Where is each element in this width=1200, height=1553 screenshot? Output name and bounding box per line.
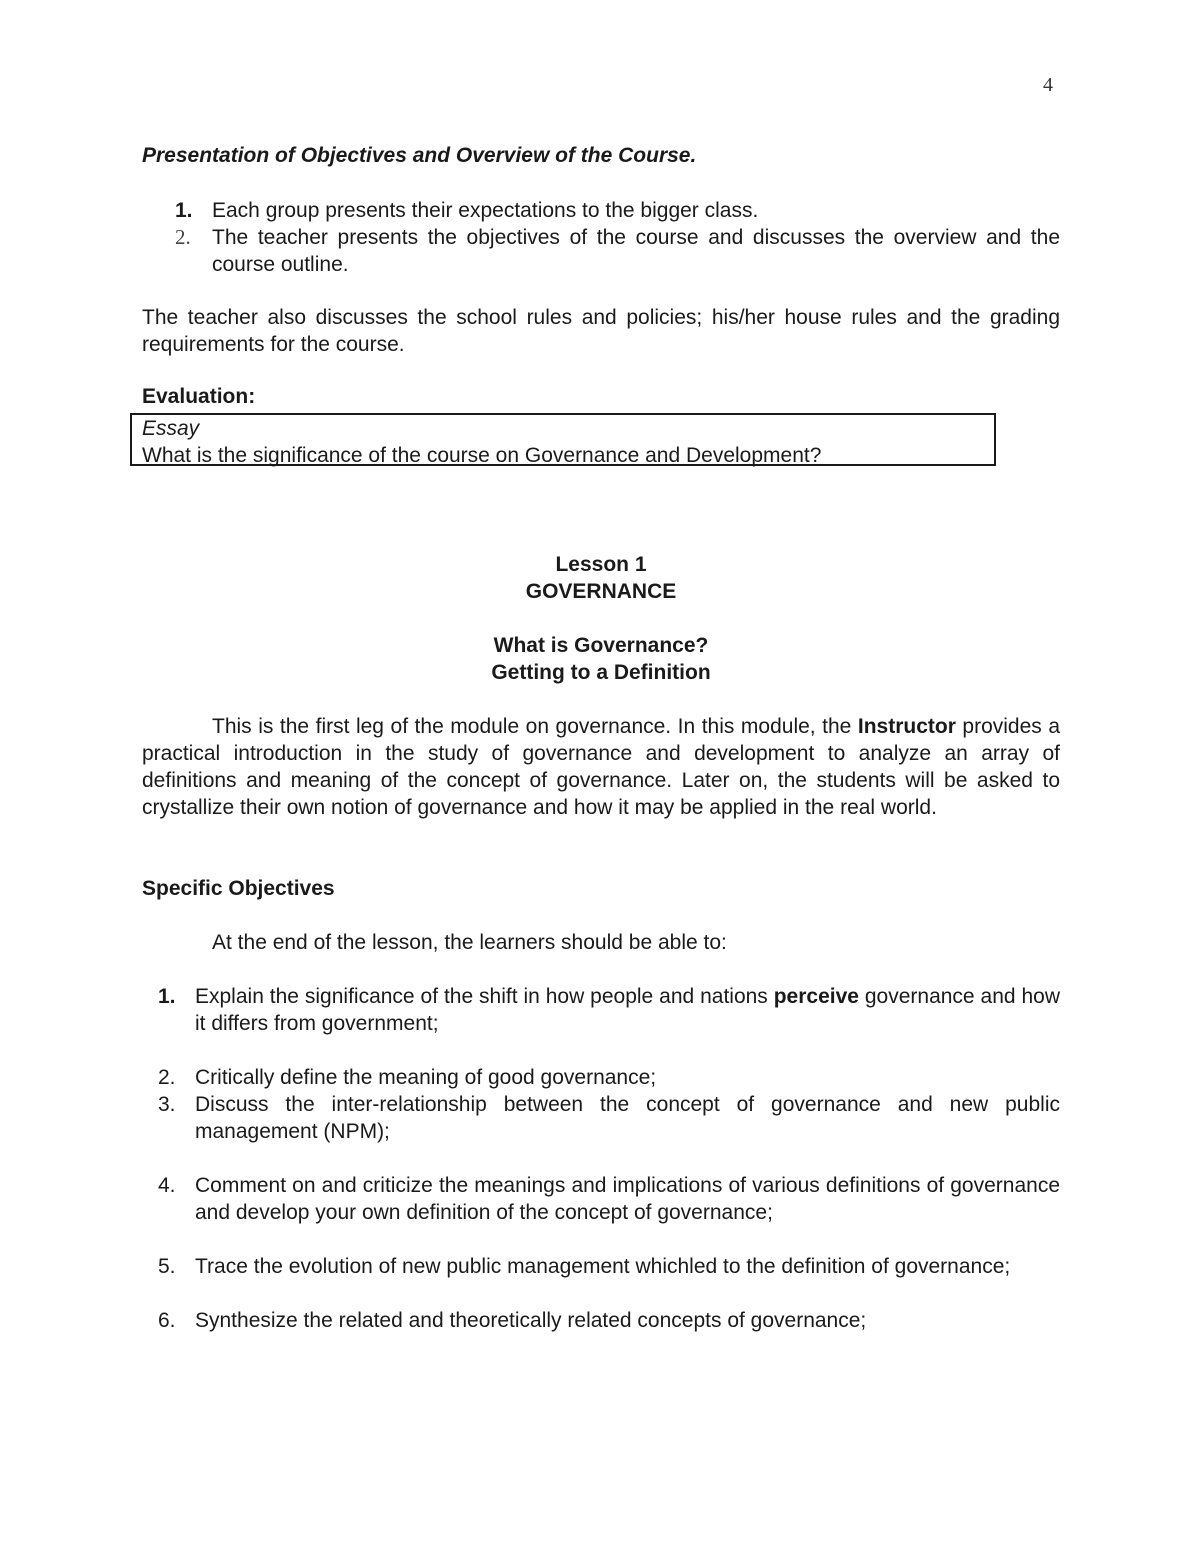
list-number: 4. <box>158 1174 176 1197</box>
list-item <box>158 1253 1060 1280</box>
list-bold-word: perceive <box>773 985 859 1008</box>
specific-objectives-heading: Specific Objectives <box>142 877 335 900</box>
intro-text-end: provides a practical introduction in the study of governance and development to analyze an array of definitions and meaning of the concept of governance. Later on, the students will be asked to crystallize their own notion of governance and how it may be applied in the real world. <box>142 715 1060 819</box>
essay-box <box>130 413 996 466</box>
list-item <box>158 1091 1060 1145</box>
essay-question: What is the significance of the course on Governance and Development? <box>142 444 822 467</box>
intro-bold-word: Instructor <box>857 715 956 738</box>
lesson-question: What is Governance? <box>493 634 709 657</box>
presentation-heading: Presentation of Objectives and Overview of the Course. <box>142 144 697 167</box>
rules-paragraph: The teacher also discusses the school rules and policies; his/her house rules and the grading requirements for the course. <box>142 306 1060 356</box>
intro-text-start: This is the first leg of the module on governance. In this module, the <box>212 715 858 738</box>
lesson-subtitle: Getting to a Definition <box>491 661 711 684</box>
list-number: 3. <box>158 1093 176 1116</box>
lesson-number: Lesson 1 <box>555 553 647 576</box>
specific-objectives-lead: At the end of the lesson, the learners should be able to: <box>212 931 727 954</box>
list-number: 6. <box>158 1309 176 1332</box>
list-number: 5. <box>158 1255 176 1278</box>
list-text: The teacher presents the objectives of the course and discusses the overview and the course outline. <box>212 226 1060 276</box>
list-text: governance and how it differs from government; <box>195 985 1060 1035</box>
list-item <box>158 1064 1060 1091</box>
list-item <box>175 197 1060 224</box>
list-item <box>158 983 1060 1037</box>
presentation-section <box>142 142 1060 410</box>
list-item <box>175 224 1060 278</box>
list-item <box>158 1307 1060 1334</box>
list-item <box>158 1172 1060 1226</box>
list-text: Explain the significance of the shift in how people and nations <box>195 985 774 1008</box>
list-text: Discuss the inter-relationship between the concept of governance and new public management (NPM); <box>195 1093 1060 1143</box>
evaluation-heading: Evaluation: <box>142 385 256 408</box>
list-number: 1. <box>175 199 193 222</box>
list-text: Each group presents their expectations to the bigger class. <box>212 199 759 222</box>
lesson-title: GOVERNANCE <box>525 580 677 603</box>
list-number: 1. <box>158 985 176 1008</box>
essay-label: Essay <box>142 417 200 440</box>
presentation-list <box>142 197 1060 278</box>
intro-paragraph <box>142 713 1060 821</box>
list-number: 2. <box>175 225 191 249</box>
lesson-title-block <box>142 551 1060 686</box>
page-number: 4 <box>1043 74 1053 96</box>
list-text: Comment on and criticize the meanings and implications of various definitions of governance and develop your own definition of the concept of governance; <box>195 1174 1060 1224</box>
list-text: Trace the evolution of new public management whichled to the definition of governance; <box>195 1255 1011 1278</box>
list-text: Synthesize the related and theoretically related concepts of governance; <box>195 1309 867 1332</box>
list-number: 2. <box>158 1066 176 1089</box>
list-text: Critically define the meaning of good governance; <box>195 1066 657 1089</box>
objectives-list <box>158 983 1060 1334</box>
